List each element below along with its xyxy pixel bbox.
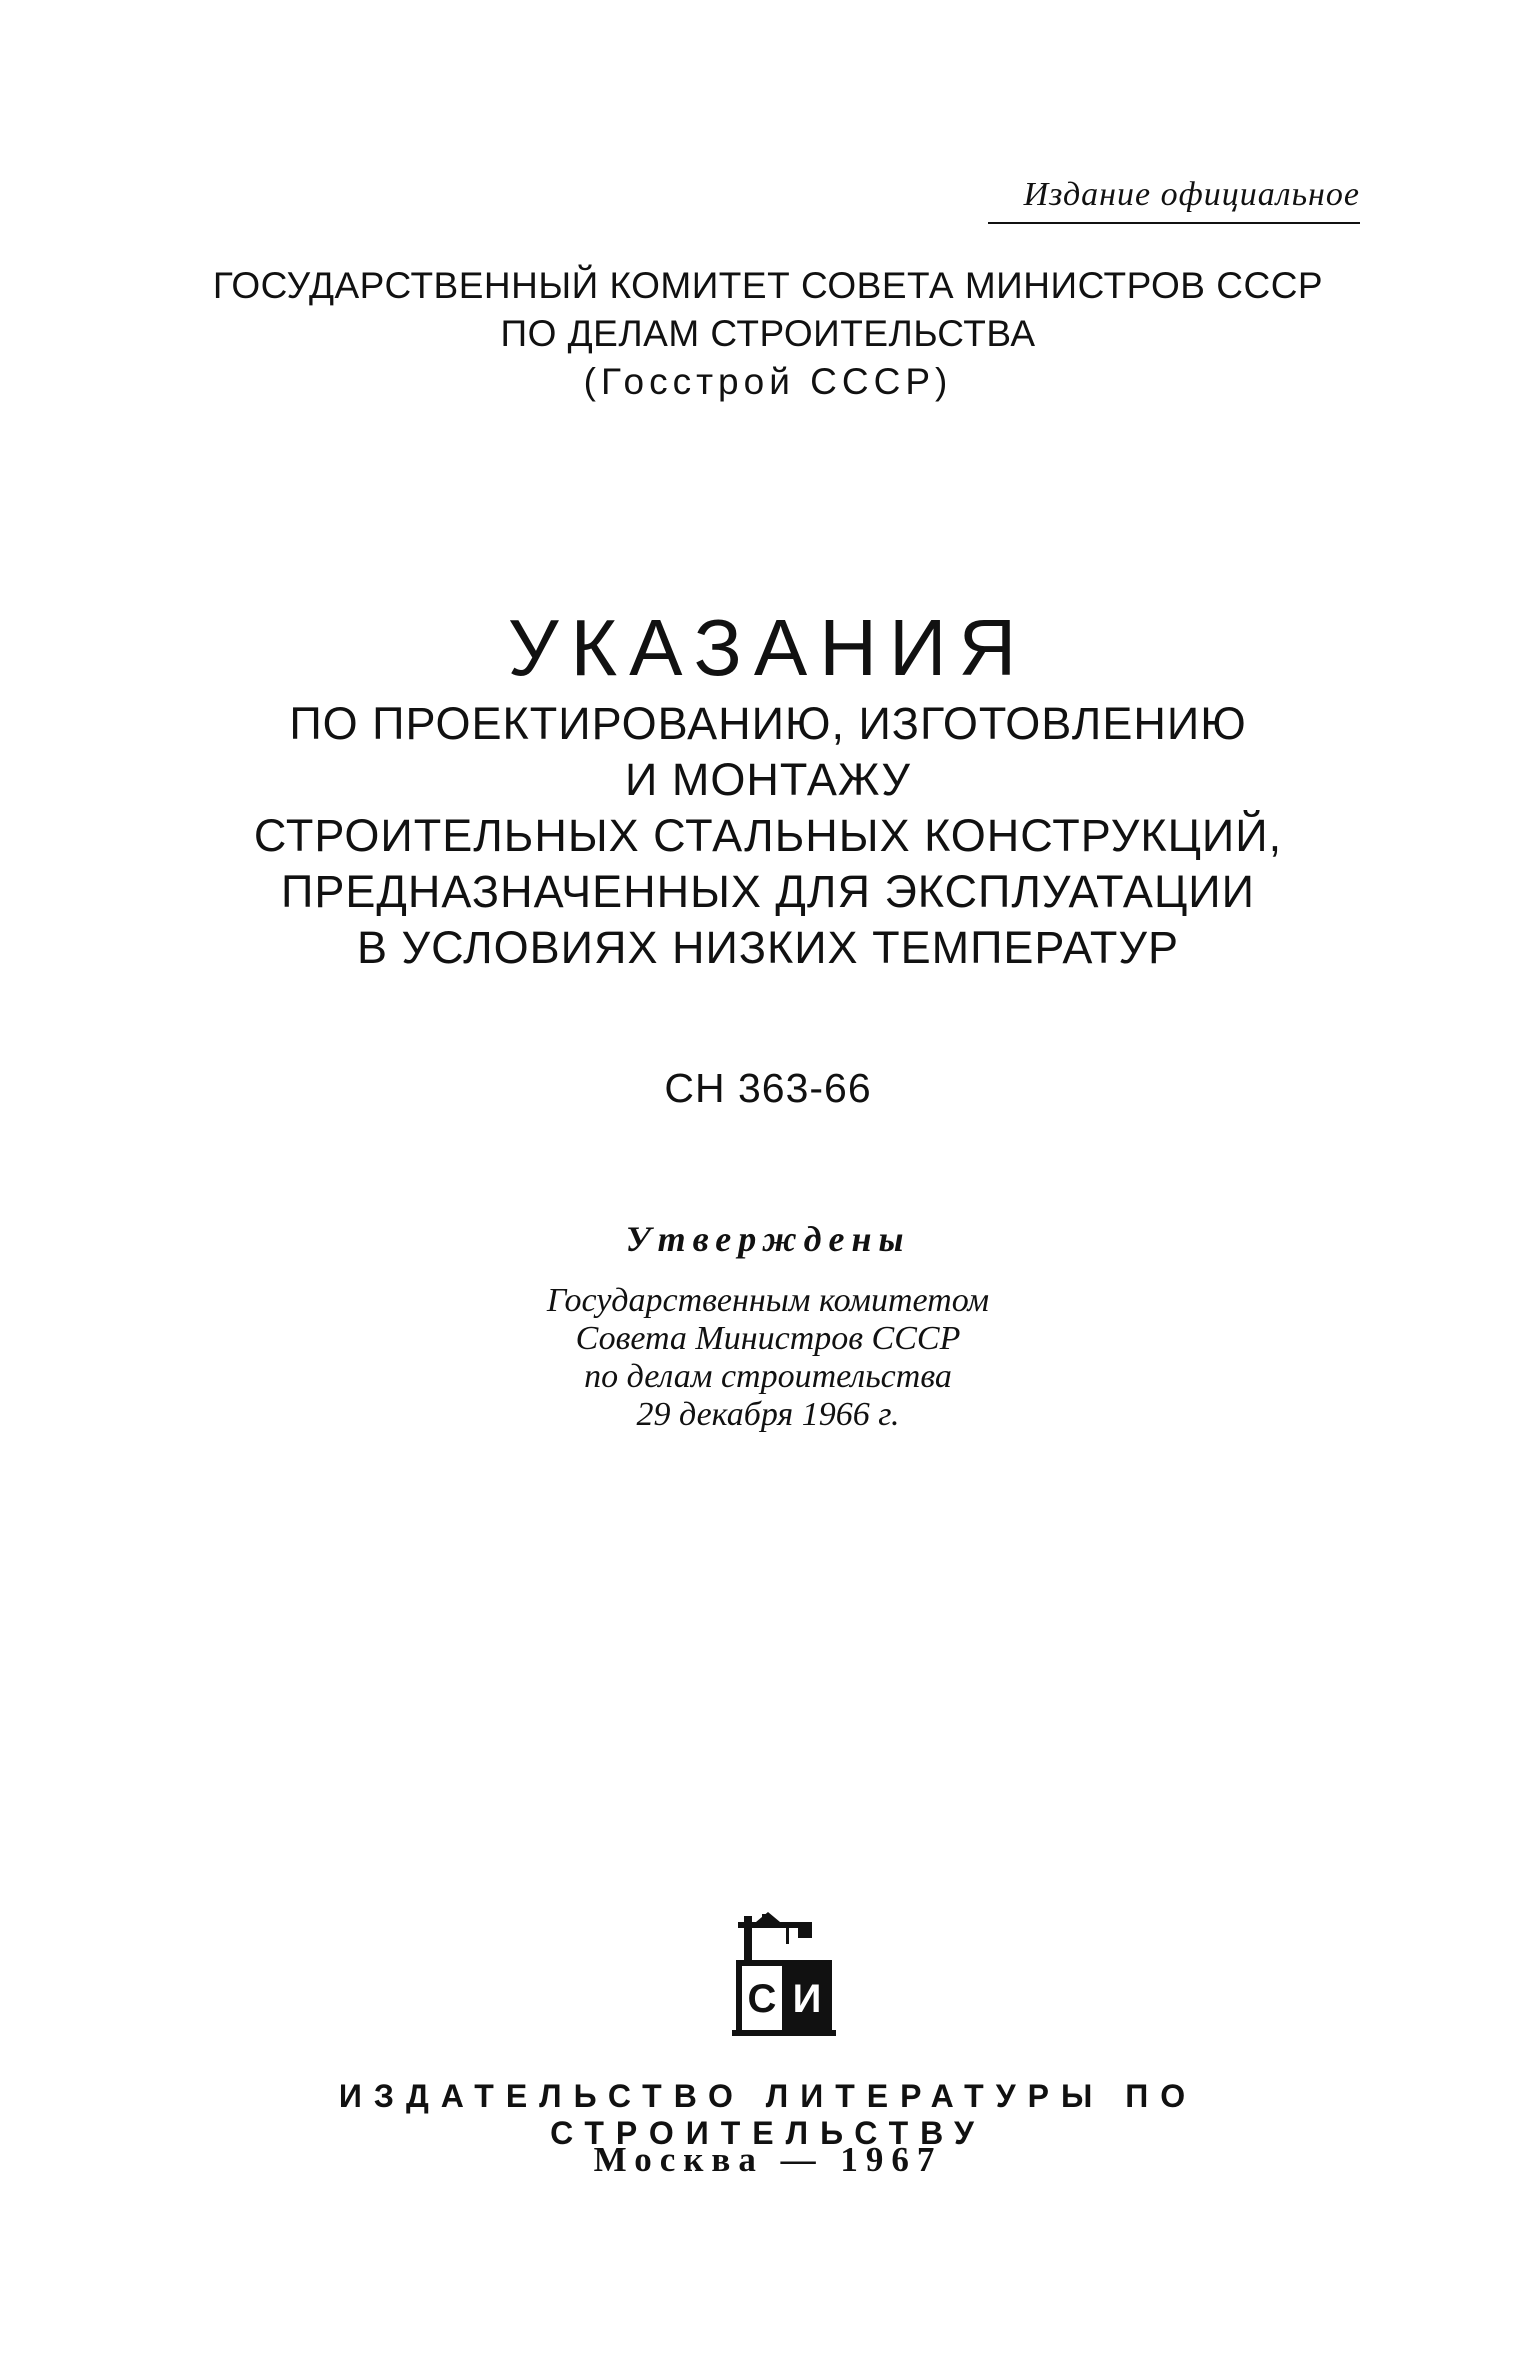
subtitle-line-4: ПРЕДНАЗНАЧЕННЫХ ДЛЯ ЭКСПЛУАТАЦИИ [281,866,1255,917]
subtitle-line-2: И МОНТАЖУ [625,754,911,805]
approval-line-3: по делам строительства [584,1358,952,1395]
approval-line-2: Совета Министров СССР [575,1320,961,1357]
document-title: УКАЗАНИЯ [507,603,1029,692]
document-subtitle [150,696,1386,976]
logo-letter-right: И [792,1977,822,2021]
subtitle-line-3: СТРОИТЕЛЬНЫХ СТАЛЬНЫХ КОНСТРУКЦИЙ, [253,810,1283,861]
edition-label: Издание официальное [988,176,1360,224]
approval-body [150,1282,1386,1434]
publisher-name: ИЗДАТЕЛЬСТВО ЛИТЕРАТУРЫ ПО СТРОИТЕЛЬСТВУ [338,2078,1198,2151]
organization-line-2: ПО ДЕЛАМ СТРОИТЕЛЬСТВА [500,313,1036,354]
organization-block [150,262,1386,406]
document-code: СН 363-66 [664,1065,872,1111]
organization-line-1: ГОСУДАРСТВЕННЫЙ КОМИТЕТ СОВЕТА МИНИСТРОВ СССР [212,265,1324,306]
approval-line-1: Государственным комитетом [546,1282,990,1319]
approval-line-4: 29 декабря 1966 г. [636,1396,900,1433]
subtitle-line-1: ПО ПРОЕКТИРОВАНИЮ, ИЗГОТОВЛЕНИЮ [289,698,1247,749]
city-year: Москва — 1967 [593,2140,943,2179]
publisher-logo-icon [728,1910,848,2040]
logo-letter-left: С [747,1977,777,2021]
subtitle-line-5: В УСЛОВИЯХ НИЗКИХ ТЕМПЕРАТУР [356,922,1180,973]
organization-abbreviation: (Госстрой СССР) [583,361,953,402]
approval-heading: Утверждены [625,1219,911,1259]
